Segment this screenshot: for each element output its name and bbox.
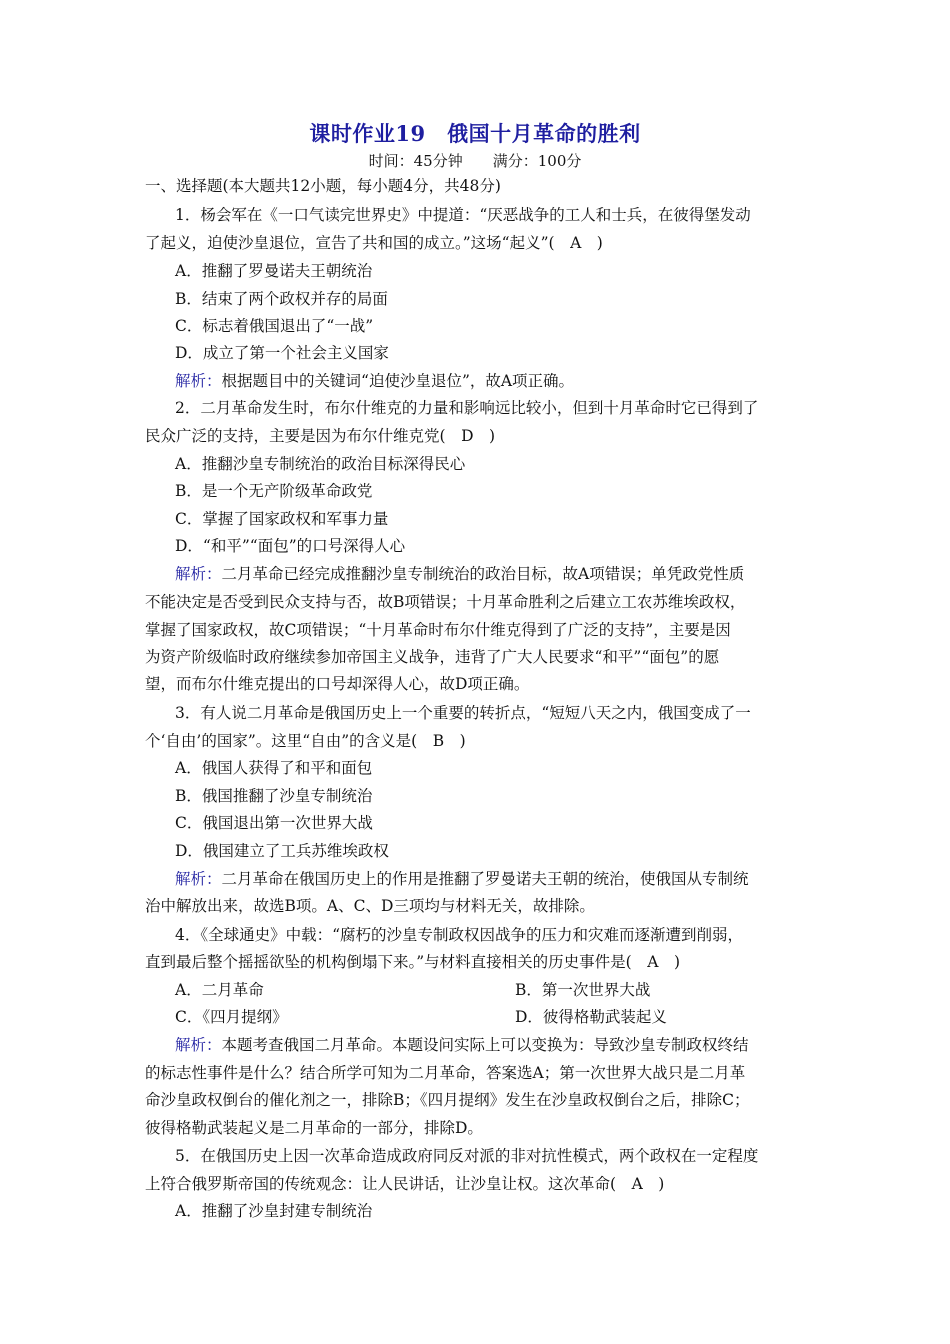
option-1d: D．成立了第一个社会主义国家 xyxy=(175,344,389,362)
answer-2: D xyxy=(461,427,474,445)
analysis-4-line: 彼得格勒武装起义是二月革命的一部分，排除D。 xyxy=(145,1119,483,1137)
question-3-stem: 3．有人说二月革命是俄国历史上一个重要的转折点，“短短八天之内，俄国变成了一 xyxy=(175,704,751,722)
analysis-label: 解析： xyxy=(175,565,222,583)
question-2-stem: 2．二月革命发生时，布尔什维克的力量和影响远比较小，但到十月革命时它已得到了 xyxy=(175,399,759,417)
option-3b: B．俄国推翻了沙皇专制统治 xyxy=(175,787,373,805)
answer-3: B xyxy=(432,732,445,750)
analysis-2: 解析：二月革命已经完成推翻沙皇专制统治的政治目标，故A项错误；单凭政党性质 xyxy=(175,565,745,583)
analysis-4: 解析：本题考查俄国二月革命。本题设问实际上可以变换为：导致沙皇专制政权终结 xyxy=(175,1036,749,1054)
option-2d: D．“和平”“面包”的口号深得人心 xyxy=(175,537,406,555)
option-2c: C．掌握了国家政权和军事力量 xyxy=(175,510,389,528)
option-1b: B．结束了两个政权并存的局面 xyxy=(175,290,388,308)
answer-5: A xyxy=(631,1175,643,1193)
question-5-stem-cont: 上符合俄罗斯帝国的传统观念：让人民讲话，让沙皇让权。这次革命( A ) xyxy=(145,1175,665,1193)
analysis-1: 解析：根据题目中的关键词“迫使沙皇退位”，故A项正确。 xyxy=(175,372,575,390)
option-1c: C．标志着俄国退出了“一战” xyxy=(175,317,374,335)
question-2-stem-cont: 民众广泛的支持，主要是因为布尔什维克党( D ) xyxy=(145,427,496,445)
analysis-4-line: 命沙皇政权倒台的催化剂之一，排除B；《四月提纲》发生在沙皇政权倒台之后，排除C； xyxy=(145,1091,750,1109)
option-1a: A．推翻了罗曼诺夫王朝统治 xyxy=(175,262,373,280)
analysis-2-line: 为资产阶级临时政府继续参加帝国主义战争，违背了广大人民要求“和平”“面包”的愿 xyxy=(145,648,720,666)
analysis-label: 解析： xyxy=(175,372,222,390)
analysis-label: 解析： xyxy=(175,1036,222,1054)
option-3c: C．俄国退出第一次世界大战 xyxy=(175,814,373,832)
option-4c: C．《四月提纲》 xyxy=(175,1008,288,1026)
option-4d: D．彼得格勒武装起义 xyxy=(515,1008,667,1026)
question-3-stem-cont: 个‘自由’的国家”。这里“自由”的含义是( B ) xyxy=(145,732,466,750)
section-heading: 一、选择题(本大题共12小题，每小题4分，共48分) xyxy=(145,177,501,195)
analysis-2-line: 掌握了国家政权，故C项错误；“十月革命时布尔什维克得到了广泛的支持”，主要是因 xyxy=(145,621,731,639)
analysis-label: 解析： xyxy=(175,870,222,888)
question-4-stem-cont: 直到最后整个摇摇欲坠的机构倒塌下来。”与材料直接相关的历史事件是( A ) xyxy=(145,953,680,971)
option-5a: A．推翻了沙皇封建专制统治 xyxy=(175,1202,373,1220)
option-2a: A．推翻沙皇专制统治的政治目标深得民心 xyxy=(175,455,466,473)
analysis-3: 解析：二月革命在俄国历史上的作用是推翻了罗曼诺夫王朝的统治，使俄国从专制统 xyxy=(175,870,749,888)
analysis-2-line: 望，而布尔什维克提出的口号却深得人心，故D项正确。 xyxy=(145,675,530,693)
option-4b: B．第一次世界大战 xyxy=(515,981,651,999)
option-2b: B．是一个无产阶级革命政党 xyxy=(175,482,373,500)
page-subtitle: 时间：45分钟 满分：100分 xyxy=(368,152,582,170)
question-5-stem: 5．在俄国历史上因一次革命造成政府同反对派的非对抗性模式，两个政权在一定程度 xyxy=(175,1147,759,1165)
answer-4: A xyxy=(647,953,659,971)
answer-1: A xyxy=(570,234,582,252)
option-4a: A．二月革命 xyxy=(175,981,264,999)
analysis-4-line: 的标志性事件是什么？结合所学可知为二月革命，答案选A；第一次世界大战只是二月革 xyxy=(145,1064,746,1082)
question-1-stem: 1．杨会军在《一口气读完世界史》中提道：“厌恶战争的工人和士兵，在彼得堡发动 xyxy=(175,206,751,224)
option-3a: A．俄国人获得了和平和面包 xyxy=(175,759,373,777)
analysis-2-line: 不能决定是否受到民众支持与否，故B项错误；十月革命胜利之后建立工农苏维埃政权， xyxy=(145,593,746,611)
option-3d: D．俄国建立了工兵苏维埃政权 xyxy=(175,842,389,860)
question-1-stem-cont: 了起义，迫使沙皇退位，宣告了共和国的成立。”这场“起义”( A ) xyxy=(145,234,603,252)
page-title: 课时作业19 俄国十月革命的胜利 xyxy=(309,121,641,146)
analysis-3-line: 治中解放出来，故选B项。A、C、D三项均与材料无关，故排除。 xyxy=(145,897,595,915)
question-4-stem: 4．《全球通史》中载：“腐朽的沙皇专制政权因战争的压力和灾难而逐渐遭到削弱， xyxy=(175,926,744,944)
